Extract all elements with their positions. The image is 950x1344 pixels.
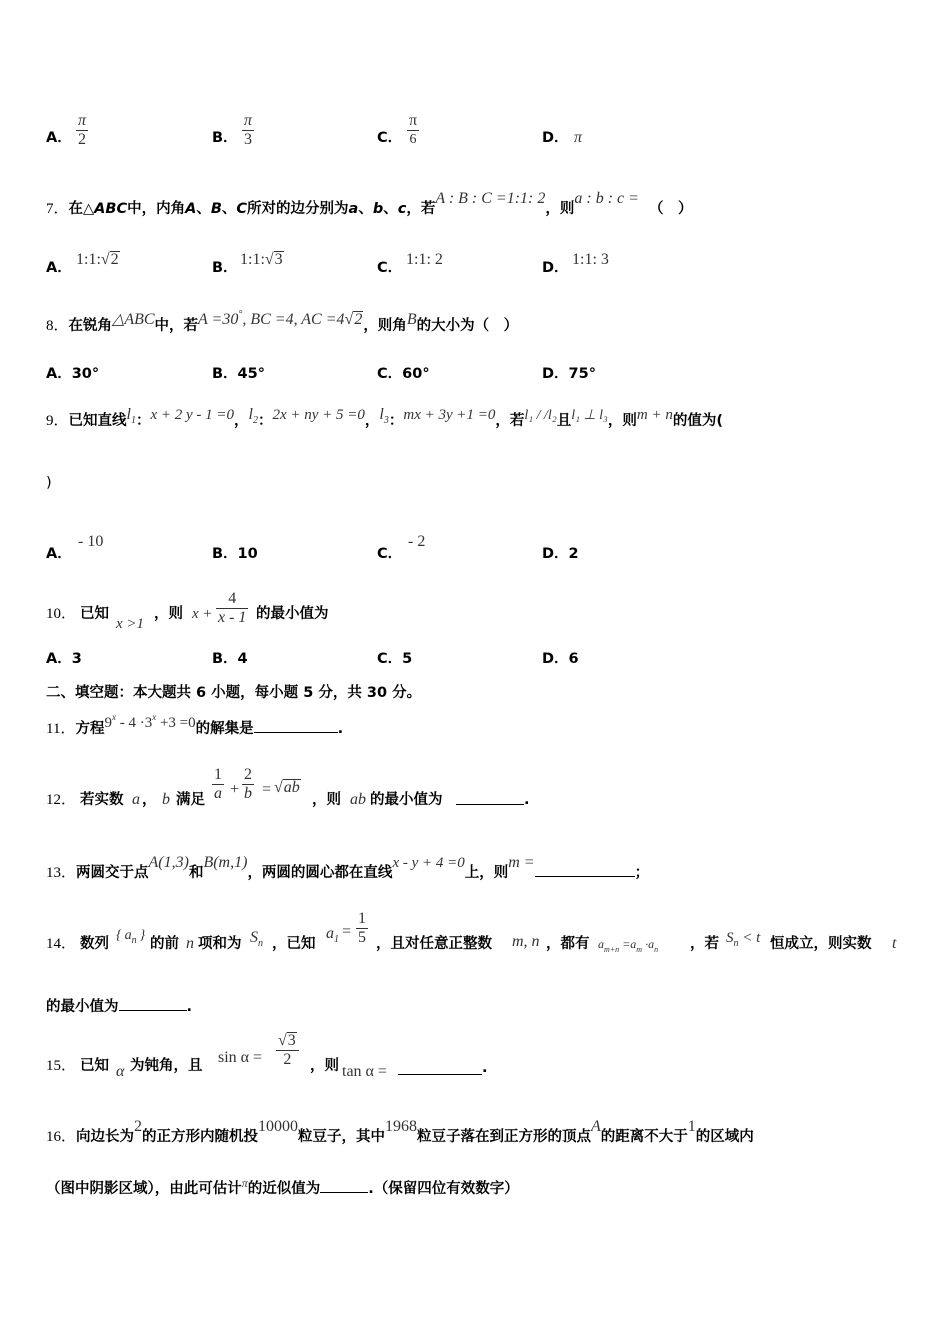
q12-answer-blank[interactable] [456, 790, 524, 805]
q13-point-b: B(m,1) [203, 854, 248, 871]
q6-option-d: D． [542, 130, 569, 146]
q7-option-d-val: 1:1: 3 [572, 251, 609, 268]
q7-option-b-val: 1:1:√3 [240, 251, 283, 268]
q6-option-c-frac: $\frac{\pi}{6}$ [409, 112, 418, 147]
q6-option-b-frac: $\frac{\pi}{3}$ [244, 112, 253, 148]
q9-eq3: mx + 3y +1 =0 [403, 407, 496, 423]
q16-stem: 16．向边长为2的正方形内随机投10000粒豆子，其中1968粒豆子落在到正方形的顶点A的距离不大于1的区域内 [46, 1118, 754, 1145]
q12-frac1: $\frac{1}{a}$ [214, 766, 222, 802]
q10-fraction: $\frac{4}{x - 1}$ [218, 590, 247, 626]
q9-options: A． - 10 B．10 C． - 2 D．2 [46, 533, 579, 562]
section-2-heading: 二、填空题：本大题共 6 小题，每小题 5 分，共 30 分。 [46, 685, 422, 701]
q9-stem: 9．已知直线$l_1$：x + 2 y - 1 =0，$l_2$：2x + ny + 5 =0，$l_3$：mx + 3y +1 =0，若l₁ / /l₂且l₁ ⊥ l₃，则m + n的值为( [46, 406, 724, 429]
q9-close: ) [46, 475, 52, 491]
q8-option-d: D．75° [542, 366, 596, 382]
q6-option-a-frac: $\frac{\pi}{2}$ [78, 112, 87, 148]
q7-stem: 7．在△ABC中，内角A、B、C所对的边分别为a、b、c，若A : B : C =1:1: 2，则a : b : c =（ ） [46, 190, 693, 217]
q6-option-a: A． [46, 130, 72, 146]
q12-frac2: $\frac{2}{b}$ [244, 766, 252, 802]
q8-option-b: B．45° [212, 366, 265, 382]
q12-sqrt: √ab [274, 779, 300, 796]
q14-fraction: $\frac{1}{5}$ [358, 910, 366, 946]
q7-options: A． 1:1:√2 B． 1:1:√3 C． 1:1: 2 D． 1:1: 3 [46, 251, 609, 276]
q14-line2: 的最小值为 . [46, 996, 910, 1017]
q9-option-d: D．2 [542, 546, 579, 562]
q13-answer-blank[interactable] [535, 862, 635, 877]
q9-option-b: B．10 [212, 546, 258, 562]
q8-stem: 8．在锐角△ABC中，若A =30°, BC =4, AC =4√2，则角B的大小为（ ） [46, 309, 519, 334]
q12-stem: 12． 若实数 a ， b 满足 $\frac{1}{a}$ + $\frac{2}{b}$ = √ab ，则 ab 的最小值为 . [46, 766, 530, 808]
q11-equation: $9^x - 4 \cdot 3^x +3 =0$ [104, 712, 196, 731]
q11-answer-blank[interactable] [254, 718, 338, 733]
q9-eq1: x + 2 y - 1 =0 [150, 407, 235, 423]
q16-answer-blank[interactable] [320, 1178, 368, 1193]
q6-option-b: B． [212, 130, 238, 146]
q11-stem: 11．方程$9^x - 4 \cdot 3^x +3 =0$的解集是 . [46, 712, 344, 737]
q10-option-b: B．4 [212, 651, 248, 667]
q10-option-d: D．6 [542, 651, 579, 667]
q8-option-a: A．30° [46, 366, 100, 382]
q10-option-a: A．3 [46, 651, 82, 667]
q15-tan: tan α = [342, 1063, 387, 1080]
q9-option-c-val: - 2 [408, 533, 426, 550]
q15-stem: 15． 已知 α 为钝角，且 sin α = $\frac{√3}{2}$ ，则 tan α = . [46, 1032, 488, 1080]
q15-fraction: $\frac{√3}{2}$ [276, 1032, 299, 1069]
q9-eq2: 2x + ny + 5 =0 [272, 407, 365, 423]
q13-point-a: A(1,3) [148, 854, 189, 871]
q8-option-c: C．60° [377, 366, 430, 382]
q7-option-a-val: 1:1:√2 [76, 251, 119, 268]
q6-option-d-val: π [574, 129, 583, 146]
q6-option-c: C． [377, 130, 403, 146]
q10-condition: x >1 [116, 616, 145, 632]
q10-option-c: C．5 [377, 651, 413, 667]
q14-sequence: { $a_n$ } [116, 928, 146, 946]
q7-option-c-val: 1:1: 2 [406, 251, 443, 268]
q14-relation: $a_{m+n} =a_m \cdot a_n$ [598, 937, 659, 954]
q10-stem: 10． 已知 x >1 ，则 x + $\frac{4}{x - 1}$ 的最小值为 [46, 590, 329, 632]
q13-line: x - y + 4 =0 [392, 855, 465, 871]
q15-answer-blank[interactable] [398, 1060, 482, 1075]
q9-option-a-val: - 10 [78, 533, 104, 550]
q7-condition: A : B : C =1:1: 2 [435, 190, 546, 207]
q14-answer-blank[interactable] [119, 996, 187, 1011]
q8-condition: A =30°, BC =4, AC =4√2 [198, 309, 363, 328]
q14-stem: 14． 数列 { $a_n$ } 的前 n 项和为 $S_n$ ，已知 $a_1$ = $\frac{1}{5}$ ，且对任意正整数 m, n ，都有 $a_{m+n} =a_m \cdot a_n$ ，若 $S_n < t$ 恒成立，则实数 t [46, 910, 897, 954]
q13-stem: 13．两圆交于点A(1,3)和B(m,1)，两圆的圆心都在直线x - y + 4 =0上，则m =； [46, 854, 650, 881]
q15-sin: sin α = [218, 1049, 263, 1066]
q16-line2: （图中阴影区域），由此可估计$^\pi$的近似值为 .（保留四位有效数字） [46, 1176, 519, 1197]
q7-ask: a : b : c = [574, 190, 639, 207]
q6-options [46, 112, 910, 152]
